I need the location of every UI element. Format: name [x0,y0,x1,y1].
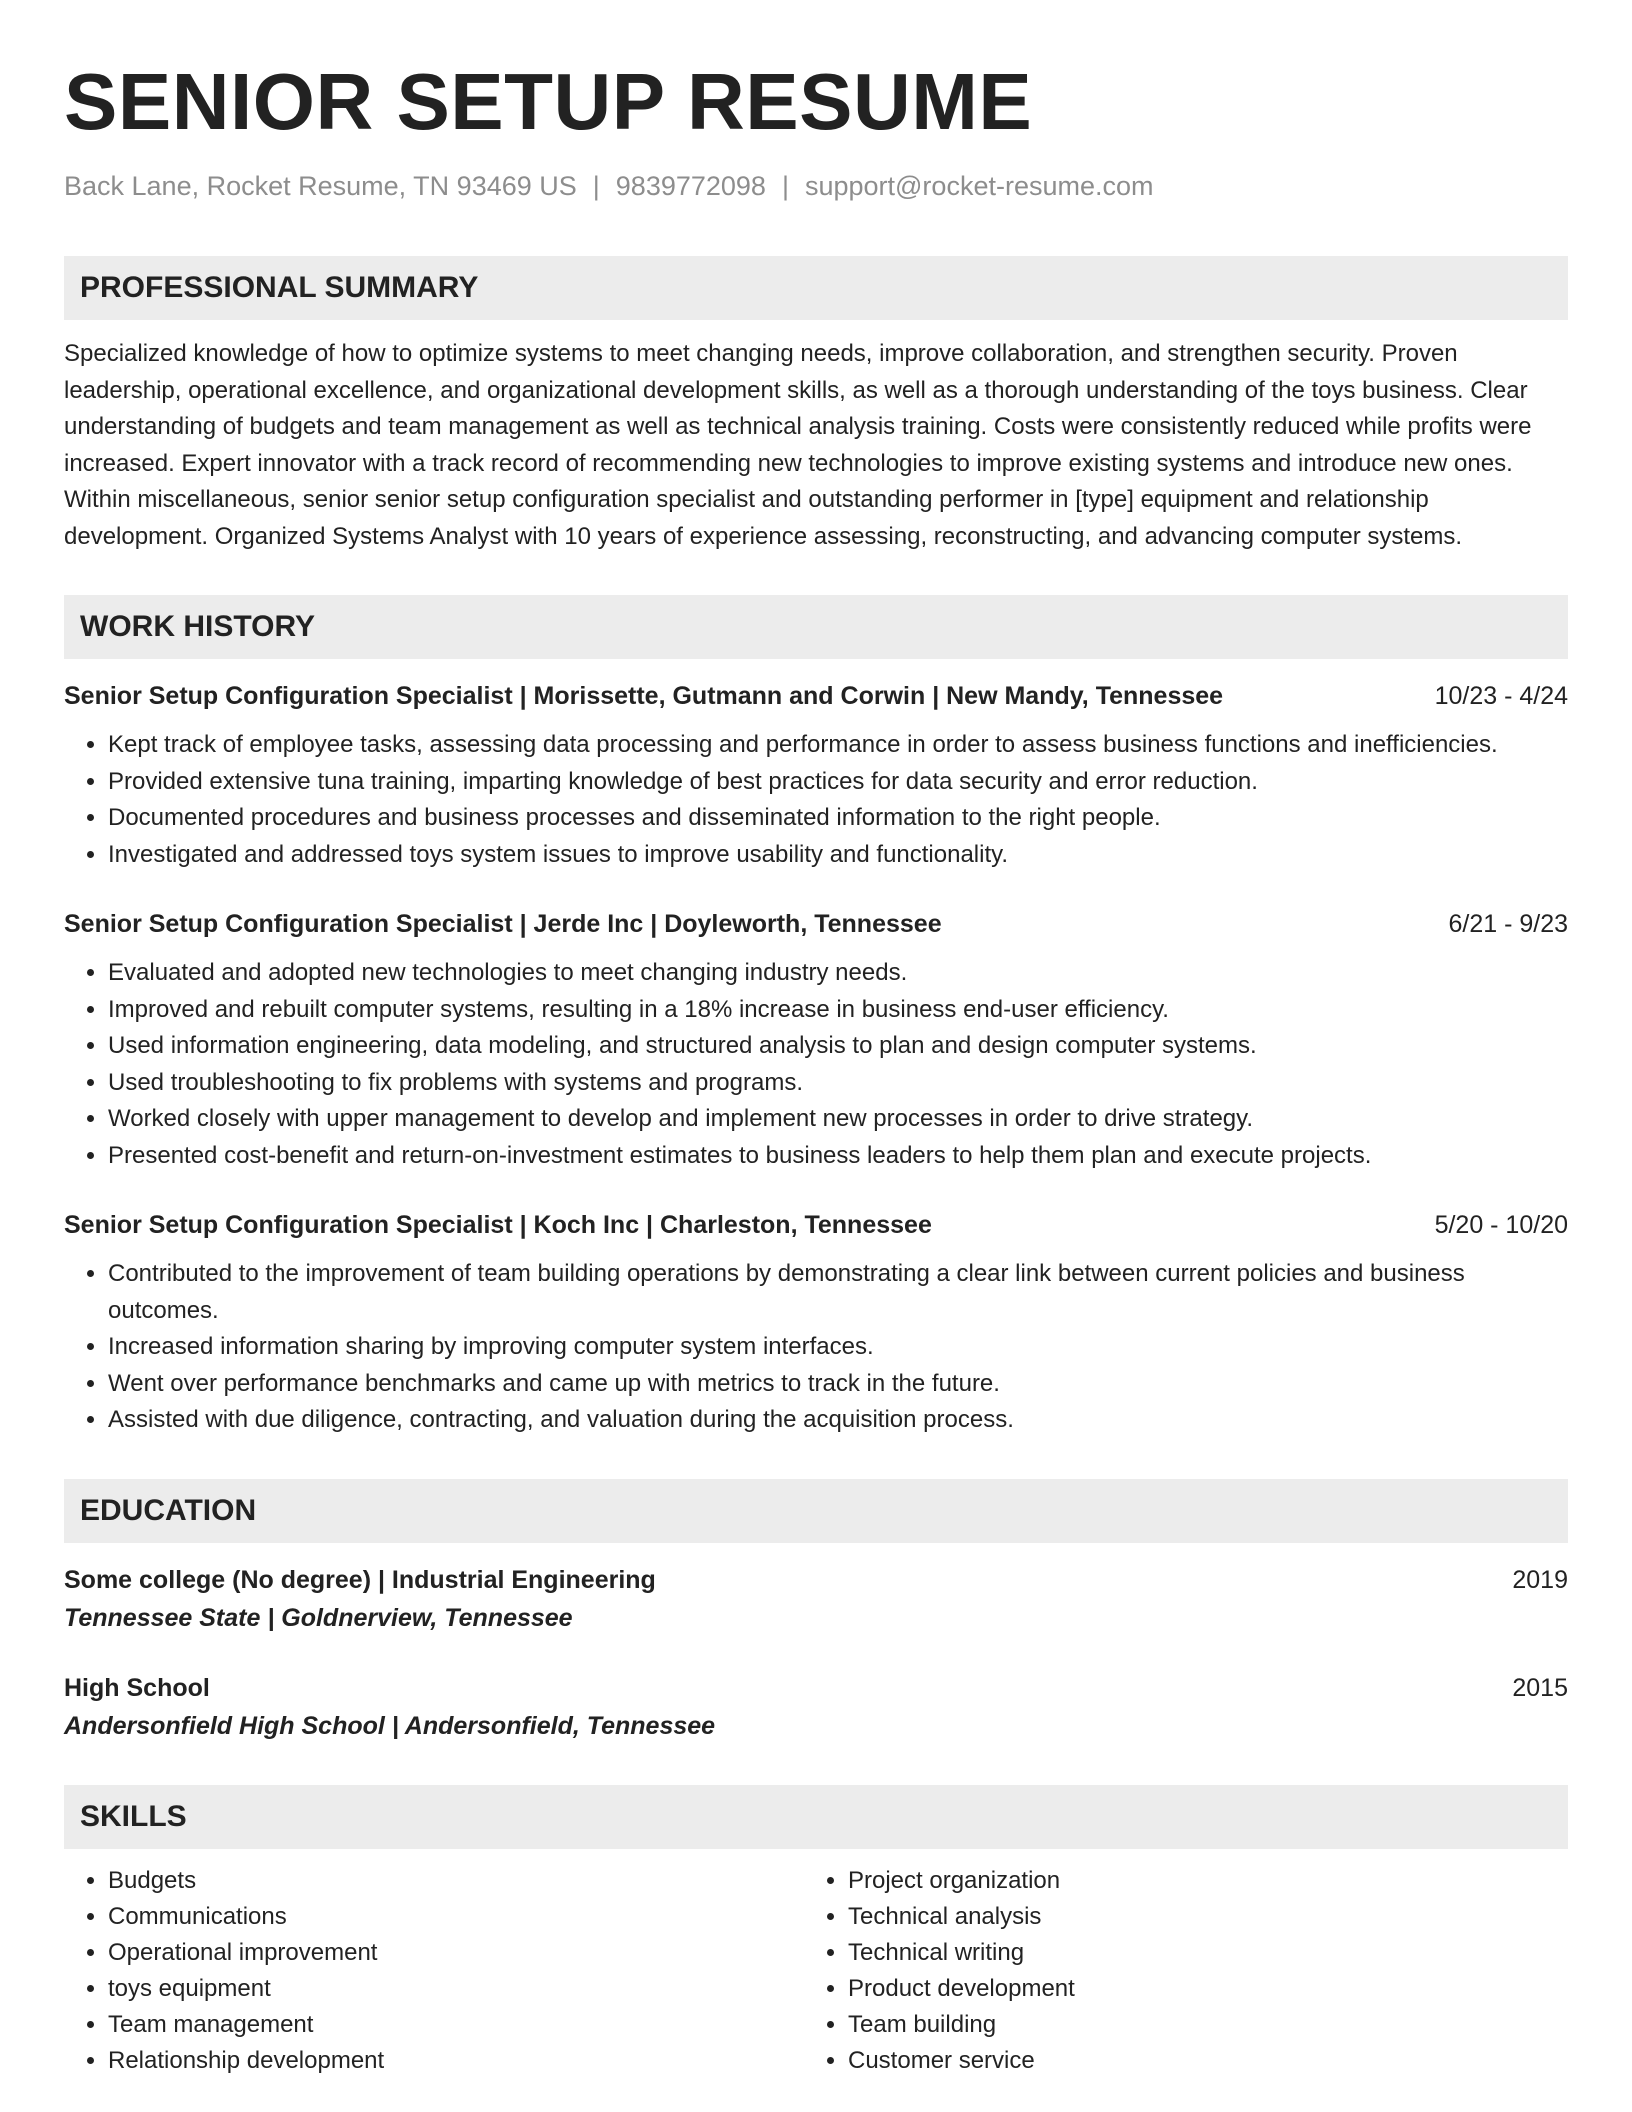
summary-text: Specialized knowledge of how to optimize systems to meet changing needs, improve collaboration, and strengthen security. Proven leadership, operational excellence, and organizational development skills, as well as a thorough understanding of the toys business. Clear understanding of budgets and team management as well as technical analysis training. Costs were consistently reduced while profits were increased. Expert innovator with a track record of recommending new technologies to improve existing systems and introduce new ones. Within miscellaneous, senior senior setup configuration specialist and outstanding performer in [type] equipment and relationship development. Organized Systems Analyst with 10 years of experience assessing, reconstructing, and advancing computer systems. [64,340,1532,550]
job-bullet: • Kept track of employee tasks, assessing data processing and performance in order to assess business functions and inefficiencies. [108,727,1568,764]
job-bullets [64,727,1568,873]
contact-phone: 9839772098 [615,171,766,201]
education-header [64,1561,1568,1599]
skill-item: • Operational improvement [108,1935,804,1971]
resume-page [64,52,1568,2079]
education-entry [64,1669,1568,1745]
skill-item: • Team building [848,2007,1544,2043]
summary-heading: PROFESSIONAL SUMMARY [64,256,1568,320]
job-bullet: • Increased information sharing by improving computer system interfaces. [108,1329,1568,1366]
education-entry [64,1561,1568,1637]
job-bullets [64,1256,1568,1439]
education-heading: EDUCATION [64,1479,1568,1543]
job-bullet: • Provided extensive tuna training, imparting knowledge of best practices for data security and error reduction. [108,764,1568,801]
skill-item: • Team management [108,2007,804,2043]
job-bullet: • Presented cost-benefit and return-on-investment estimates to business leaders to help them plan and execute projects. [108,1138,1568,1175]
job-bullet: • Assisted with due diligence, contracting, and valuation during the acquisition process. [108,1402,1568,1439]
contact-line [64,166,1568,206]
job-dates: 6/21 - 9/23 [1448,910,1568,938]
education-header [64,1669,1568,1707]
skills-column-right [804,1863,1544,2079]
job-header [64,1206,1568,1244]
skill-item: • Budgets [108,1863,804,1899]
skills-list [64,1863,1568,2079]
education-year: 2019 [1512,1565,1568,1594]
job-title: Senior Setup Configuration Specialist | Jerde Inc | Doyleworth, Tennessee [64,910,942,938]
job-bullet: • Investigated and addressed toys system issues to improve usability and functionality. [108,837,1568,874]
job-bullet: • Improved and rebuilt computer systems, resulting in a 18% increase in business end-user efficiency. [108,992,1568,1029]
skill-item: • Technical analysis [848,1899,1544,1935]
job-title: Senior Setup Configuration Specialist | Koch Inc | Charleston, Tennessee [64,1211,932,1239]
job-bullets [64,955,1568,1174]
skill-item: • Communications [108,1899,804,1935]
job-bullet: • Evaluated and adopted new technologies to meet changing industry needs. [108,955,1568,992]
job-dates: 10/23 - 4/24 [1434,682,1568,710]
skills-heading: SKILLS [64,1785,1568,1849]
skill-item: • Project organization [848,1863,1544,1899]
job-entry [64,1206,1568,1439]
skill-item: • Product development [848,1971,1544,2007]
skills-column-left [64,1863,804,2079]
job-title: Senior Setup Configuration Specialist | Morissette, Gutmann and Corwin | New Mandy, Tennessee [64,682,1224,710]
education-school: Andersonfield High School | Andersonfield, Tennessee [64,1711,716,1740]
job-entry [64,905,1568,1174]
job-entry [64,677,1568,873]
education-degree: High School [64,1673,210,1702]
skill-item: • Technical writing [848,1935,1544,1971]
skill-item: • Customer service [848,2043,1544,2079]
job-bullet: • Contributed to the improvement of team building operations by demonstrating a clear link between current policies and business outcomes. [108,1256,1568,1329]
contact-email: support@rocket-resume.com [804,171,1154,201]
contact-separator: | [592,171,600,201]
job-bullet: • Used troubleshooting to fix problems with systems and programs. [108,1065,1568,1102]
job-header [64,905,1568,943]
job-bullet: • Documented procedures and business processes and disseminated information to the right people. [108,800,1568,837]
education-year: 2015 [1512,1673,1568,1702]
job-bullet: • Used information engineering, data modeling, and structured analysis to plan and design computer systems. [108,1028,1568,1065]
job-dates: 5/20 - 10/20 [1434,1211,1568,1239]
education-school: Tennessee State | Goldnerview, Tennessee [64,1603,573,1632]
contact-separator: | [781,171,789,201]
job-header [64,677,1568,715]
contact-address: Back Lane, Rocket Resume, TN 93469 US [64,171,577,201]
job-bullet: • Worked closely with upper management to develop and implement new processes in order to drive strategy. [108,1101,1568,1138]
job-bullet: • Went over performance benchmarks and came up with metrics to track in the future. [108,1366,1568,1403]
skill-item: • Relationship development [108,2043,804,2079]
resume-name: SENIOR SETUP RESUME [64,57,1033,146]
work-history-heading: WORK HISTORY [64,595,1568,659]
education-degree: Some college (No degree) | Industrial Engineering [64,1565,656,1594]
skill-item: • toys equipment [108,1971,804,2007]
